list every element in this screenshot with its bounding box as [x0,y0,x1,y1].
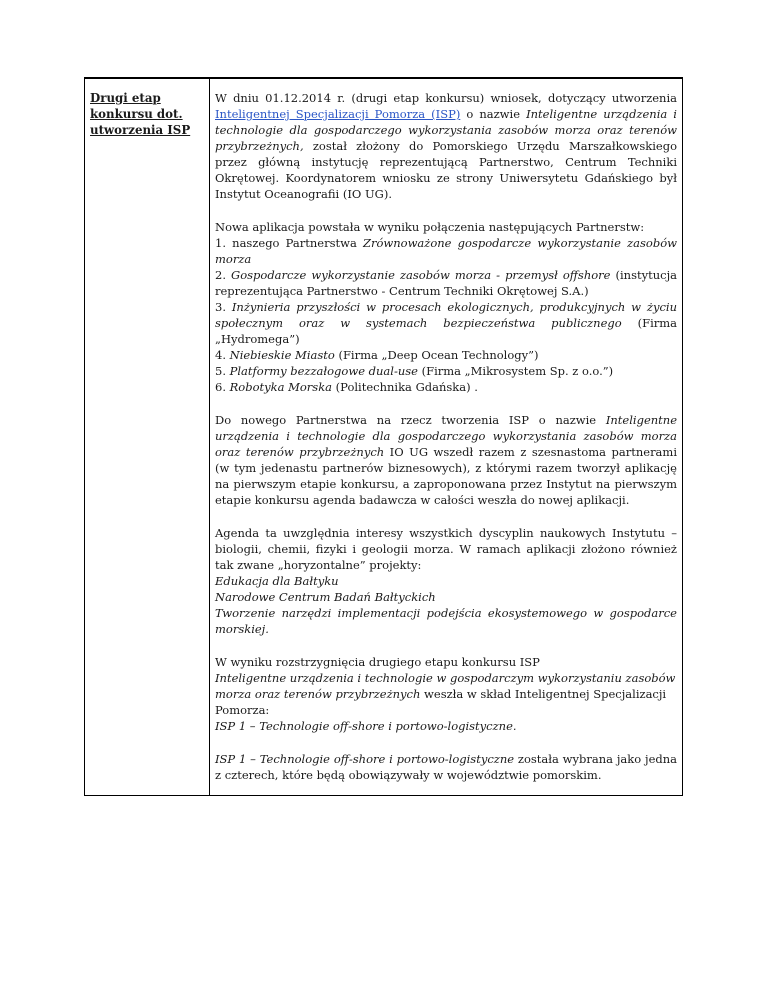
isp-link[interactable]: Inteligentnej Specjalizacji Pomorza (ISP) [215,107,461,121]
text-run: W dniu 01.12.2014 r. (drugi etap konkursu) wniosek, dotyczący utworzenia [215,91,677,105]
horizontal-project: Edukacja dla Bałtyku [215,574,339,588]
text-run: W wyniku rozstrzygnięcia drugiego etapu konkursu ISP [215,655,540,669]
content-cell [210,78,683,796]
text-run: Agenda ta uwzględnia interesy wszystkich dyscyplin naukowych Instytutu – biologii, chemii, fizyki i geologii morza. W ramach aplikacji złożono również tak zwane „horyzontalne” projekty: [215,526,677,572]
content-table [84,77,683,796]
text-run: (Firma „Mikrosystem Sp. z o.o.”) [417,364,614,378]
partnerships-intro: Nowa aplikacja powstała w wyniku połączenia następujących Partnerstw: [215,220,645,234]
horizontal-project: Tworzenie narzędzi implementacji podejścia ekosystemowego w gospodarce morskiej. [215,606,677,636]
text-run-italic: Platformy bezzałogowe dual-use [229,364,418,378]
partnership-item [215,267,677,299]
section-title-line: Drugi etap [90,91,161,105]
text-run: 3. [215,300,232,314]
paragraph-selection [215,751,677,783]
text-run-italic: Inżynieria przyszłości w procesach ekologicznych, produkcyjnych w życiu społecznym oraz w systemach bezpieczeństwa publicznego [215,300,677,330]
text-run-italic: Inteligentne urządzenia i technologie dla gospodarczego wykorzystania zasobów morza oraz terenów przybrzeżnych, [215,107,677,153]
paragraph-partnerships [215,219,677,395]
text-line [215,670,677,718]
text-run: 1. naszego Partnerstwa [215,236,363,250]
text-run: 2. [215,268,232,282]
text-run: Do nowego Partnerstwa na rzecz tworzenia ISP o nazwie [215,413,606,427]
text-run: weszła w skład Inteligentnej Specjalizacji Pomorza: [215,687,667,717]
sidebar-cell [85,78,210,796]
text-run-italic: ISP 1 – Technologie off-shore i portowo-logistyczne [215,752,515,766]
text-run-italic: Robotyka Morska [229,380,333,394]
text-run: została wybrana jako jedna z czterech, które będą obowiązywały w województwie pomorskim. [215,752,678,782]
table-row [85,78,683,796]
text-run-italic: Zrównoważone gospodarcze wykorzystanie zasobów morza [215,236,677,266]
text-run: (Firma „Hydromega”) [215,316,678,346]
text-run: został złożony do Pomorskiego Urzędu Marszałkowskiego przez główną instytucję reprezentującą Partnerstwo, Centrum Techniki Okrętowej. Koordynatorem wniosku ze strony Uniwersytetu Gdańskiego był Instytut Oceanografii (IO UG). [215,139,677,201]
partnership-item [215,347,677,363]
text-run: (Firma „Deep Ocean Technology”) [334,348,539,362]
text-run-italic: ISP 1 – Technologie off-shore i portowo-logistyczne. [215,719,517,733]
partnership-item [215,379,677,395]
paragraph-agenda [215,525,677,637]
paragraph-submission [215,90,677,202]
partnership-item [215,363,677,379]
text-run-italic: Inteligentne urządzenia i technologie dla gospodarczego wykorzystania zasobów morza oraz terenów przybrzeżnych [215,413,677,459]
text-run: 4. [215,348,230,362]
text-run: o nazwie [460,107,527,121]
text-run: 5. [215,364,230,378]
text-run-italic: Gospodarcze wykorzystanie zasobów morza - przemysł offshore [231,268,611,282]
section-title-line: konkursu dot. [90,107,183,121]
text-run-italic: Niebieskie Miasto [229,348,335,362]
paragraph-result [215,654,677,734]
paragraph-new-partnership [215,412,677,508]
section-title [90,90,204,138]
text-run: 6. [215,380,230,394]
text-run: (instytucja reprezentująca Partnerstwo - Centrum Techniki Okrętowej S.A.) [215,268,677,298]
partnership-item [215,299,677,347]
section-title-line: utworzenia ISP [90,123,191,137]
partnership-item [215,235,677,267]
horizontal-project: Narodowe Centrum Badań Bałtyckich [215,590,436,604]
text-run: (Politechnika Gdańska) . [332,380,478,394]
text-run-italic: Inteligentne urządzenia i technologie w gospodarczym wykorzystaniu zasobów morza oraz terenów przybrzeżnych [215,671,676,701]
text-run: IO UG wszedł razem z szesnastoma partnerami (w tym jedenastu partnerów biznesowych), z którymi razem tworzył aplikację na pierwszym etapie konkursu, a zaproponowana przez Instytut na pierwszym etapie konkursu agenda badawcza w całości weszła do nowej aplikacji. [215,445,677,507]
